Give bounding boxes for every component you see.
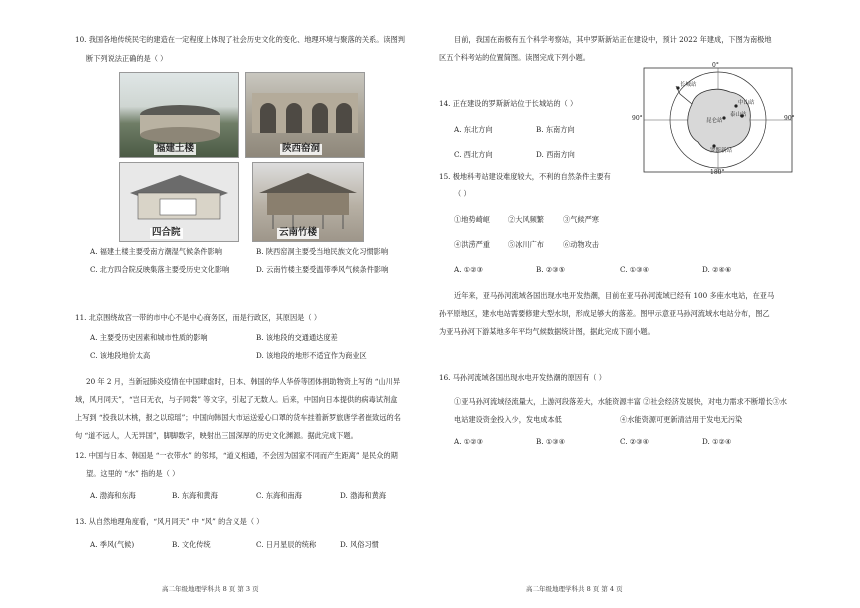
q16-statement-line2: 电站建设资金投入少，发电成本低 (454, 415, 562, 424)
q12-option-a[interactable]: A. 渤海和东海 (90, 491, 136, 500)
passage-line-1: 20 年 2 月，当新冠肺炎疫情在中国肆虐时，日本、韩国的华人华侨等团体捐助物资上写的 “山川异 (86, 377, 401, 386)
shaanxi-yaodong-photo (245, 72, 365, 158)
q11-option-c[interactable]: C. 该地段地价太高 (90, 351, 151, 360)
q13-option-a[interactable]: A. 季风(气候) (90, 540, 135, 549)
q10-option-a[interactable]: A. 福建土楼主要受南方潮湿气候条件影响 (90, 247, 222, 256)
q11-option-b[interactable]: B. 该地段的交通通达度差 (256, 333, 338, 342)
q15-item-2: ②大风频繁 (508, 215, 544, 224)
q15-option-b[interactable]: B. ②③⑤ (536, 265, 566, 274)
passage-line-3: 上写到 “投我以木桃，报之以琼瑶”；中国向韩国大市运送爱心口罩的货车挂着新罗旅唐学者崔致远的名 (75, 413, 401, 422)
q14-option-b[interactable]: B. 东南方向 (536, 125, 575, 134)
map-label-90e: 90° (784, 115, 795, 122)
map-label-90w: 90° (632, 115, 643, 122)
q10-stem-line1: 10. 我国各地传统民宅的建造在一定程度上体现了社会历史文化的变化、地理环境与聚落的关系。读图判 (75, 35, 405, 44)
right-intro-line1: 目前，我国在南极有五个科学考察站，其中罗斯新站正在建设中，预计 2022 年建成，下图为南极地 (454, 35, 772, 44)
q13-option-d[interactable]: D. 风俗习惯 (340, 540, 379, 549)
right-intro-line2: 区五个科考站的位置简图。读图完成下列小题。 (439, 53, 590, 62)
q12-stem-line2: 望。这里的 “水” 指的是（ ） (86, 469, 180, 478)
q12-option-b[interactable]: B. 东海和黄海 (172, 491, 218, 500)
q11-option-d[interactable]: D. 该地段的地形不适宜作为商业区 (256, 351, 367, 360)
amazon-passage-line2: 孙平原地区，建水电站需要修建大型水坝，形成足够大的落差。图甲示意亚马孙河流域水电站分布，图乙 (439, 309, 770, 318)
q12-option-c[interactable]: C. 东海和南海 (256, 491, 302, 500)
map-label-0: 0° (712, 62, 719, 69)
q10-stem-line2: 断下列说法正确的是（ ） (86, 54, 168, 63)
amazon-passage-line3: 为亚马孙河下游某地多年平均气候数据统计图，据此完成下面小题。 (439, 327, 655, 336)
caption-fujian: 福建土楼 (156, 143, 195, 155)
q15-item-5: ⑤冰川广布 (508, 240, 544, 249)
q15-item-6: ⑥动物攻击 (563, 240, 599, 249)
map-label-zhongshan: 中山站 (738, 100, 755, 106)
caption-yunnan: 云南竹楼 (279, 227, 318, 239)
map-label-great-wall: 长城站 (680, 82, 697, 88)
antarctica-station-map (634, 64, 802, 178)
q16-option-b[interactable]: B. ①③④ (536, 437, 566, 446)
q16-statement-line1: ①亚马孙河流域径流量大，上游河段落差大，水能资源丰富 ②社会经济发展快，对电力需求不断增长③水 (454, 397, 787, 406)
q13-option-c[interactable]: C. 日月星辰的统称 (256, 540, 317, 549)
q15-option-c[interactable]: C. ①③④ (620, 265, 650, 274)
yunnan-zhulou-photo (252, 162, 364, 242)
map-label-taishan: 泰山站 (730, 112, 747, 118)
amazon-passage-line1: 近年来，亚马孙河流域各国出现水电开发热潮，目前在亚马孙河流域已经有 100 多座水电站，在亚马 (454, 291, 775, 300)
q11-stem: 11. 北京围绕故宫一带的市中心不是中心商务区，而是行政区，其原因是（ ） (75, 313, 322, 322)
siheyuan-photo (119, 162, 239, 242)
q16-option-c[interactable]: C. ②③④ (620, 437, 650, 446)
caption-siheyuan: 四合院 (152, 227, 181, 239)
map-label-kunlun: 昆仑站 (706, 118, 723, 124)
left-page-footer: 高二年级地理学科共 8 页 第 3 页 (162, 585, 259, 593)
fujian-tulou-photo (119, 72, 239, 158)
q15-option-d[interactable]: D. ②④⑥ (702, 265, 732, 274)
q15-item-4: ④洪涝严重 (454, 240, 490, 249)
q12-option-d[interactable]: D. 渤海和黄海 (340, 491, 387, 500)
q15-stem-line1: 15. 极地科考站建设难度较大，不利的自然条件主要有 (439, 172, 611, 181)
q14-stem: 14. 正在建设的罗斯新站位于长城站的（ ） (439, 99, 578, 108)
caption-shaanxi: 陕西窑洞 (282, 143, 321, 155)
q16-option-d[interactable]: D. ①②④ (702, 437, 732, 446)
passage-line-2: 域，风月同天”，“岂曰无衣，与子同裳” 等文字，引起了无数人。后来，中国向日本提供的病毒试剂盒 (75, 395, 398, 404)
right-page-footer: 高二年级地理学科共 8 页 第 4 页 (526, 585, 623, 593)
q16-statement-line2b: ④水能资源可更新清洁用于发电无污染 (620, 415, 743, 424)
q15-option-a[interactable]: A. ①②③ (454, 265, 484, 274)
q15-stem-line2: （ ） (454, 189, 471, 198)
q15-item-1: ①地势崎岖 (454, 215, 490, 224)
q10-option-b[interactable]: B. 陕西窑洞主要受当地民族文化习惯影响 (256, 247, 389, 256)
q12-stem-line1: 12. 中国与日本、韩国是 “一衣带水” 的邻邦，“道义相通，不会因为国家不同而产生距离” 是民众的期 (75, 451, 398, 460)
q14-option-d[interactable]: D. 西南方向 (536, 150, 575, 159)
q14-option-c[interactable]: C. 西北方向 (454, 150, 493, 159)
q15-item-3: ③气候严寒 (563, 215, 599, 224)
q14-option-a[interactable]: A. 东北方向 (454, 125, 493, 134)
map-label-ross: 罗斯新站 (710, 148, 733, 154)
map-label-180: 180° (710, 169, 725, 176)
q10-option-c[interactable]: C. 北方四合院反映集落主要受历史文化影响 (90, 265, 230, 274)
q16-stem: 16. 马孙河流域各国出现水电开发热潮的原因有（ ） (439, 373, 606, 382)
q16-option-a[interactable]: A. ①②③ (454, 437, 484, 446)
q13-option-b[interactable]: B. 文化传统 (172, 540, 211, 549)
q10-option-d[interactable]: D. 云南竹楼主要受温带季风气候条件影响 (256, 265, 389, 274)
q13-stem: 13. 从自然地理角度看，“风月同天” 中 “风” 的含义是（ ） (75, 517, 264, 526)
q11-option-a[interactable]: A. 主要受历史因素和城市性质的影响 (90, 333, 208, 342)
passage-line-4: 句 “道不远人，人无异国”，脚脚数字，映射出三国深厚的历史文化渊源。据此完成下题。 (75, 431, 358, 440)
